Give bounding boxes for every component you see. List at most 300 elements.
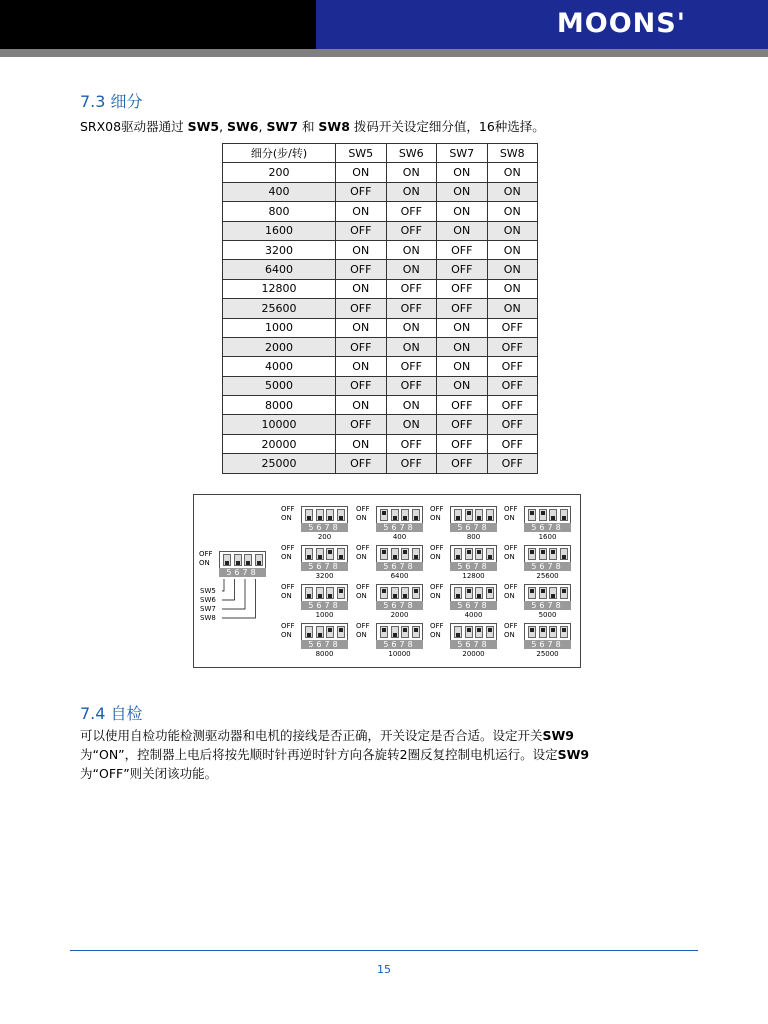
off-label: OFF (356, 544, 370, 552)
footer-rule (70, 950, 698, 951)
table-cell: OFF (487, 454, 538, 473)
switch-knob (530, 628, 534, 632)
table-cell: OFF (386, 299, 437, 318)
switch-knob (467, 550, 471, 554)
table-cell: 3200 (223, 240, 336, 259)
table-cell: OFF (386, 454, 437, 473)
switch-knob (328, 550, 332, 554)
self-test-line3: 为“OFF”则关闭该功能。 (80, 766, 218, 781)
switch-numbers: 5678 (376, 640, 423, 649)
switch-lever (337, 548, 345, 560)
switch-knob (393, 594, 397, 598)
table-cell: OFF (437, 299, 488, 318)
table-cell: ON (437, 337, 488, 356)
table-cell: ON (386, 396, 437, 415)
table-body (223, 163, 538, 473)
dip-switch (430, 622, 490, 663)
off-label: OFF (356, 622, 370, 630)
dip-switch (356, 544, 416, 585)
switch-lever (549, 587, 557, 599)
off-label: OFF (281, 583, 295, 591)
switch-knob (382, 511, 386, 515)
table-cell: ON (386, 260, 437, 279)
off-label: OFF (356, 583, 370, 591)
switch-knob (382, 589, 386, 593)
table-cell: 10000 (223, 415, 336, 434)
on-label: ON (430, 514, 441, 522)
table-cell: ON (437, 221, 488, 240)
dip-switch (356, 583, 416, 624)
table-cell: OFF (336, 182, 387, 201)
table-row (223, 260, 538, 279)
header-black-bar (0, 0, 316, 49)
table-cell: 1600 (223, 221, 336, 240)
legend-label: SW8 (200, 614, 216, 622)
switch-caption: 4000 (464, 611, 483, 619)
on-label: ON (504, 631, 515, 639)
switch-caption: 6400 (390, 572, 409, 580)
switch-numbers: 5678 (301, 640, 348, 649)
switch-lever (412, 509, 420, 521)
switch-lever (412, 626, 420, 638)
switch-caption: 1600 (538, 533, 557, 541)
switch-lever (454, 626, 462, 638)
switch-numbers: 5678 (301, 523, 348, 532)
table-cell: OFF (386, 434, 437, 453)
switch-knob (307, 555, 311, 559)
dip-switch (281, 622, 341, 663)
switch-lever (486, 626, 494, 638)
switch-lever (539, 587, 547, 599)
table-cell: OFF (487, 434, 538, 453)
on-label: ON (504, 592, 515, 600)
table-row (223, 279, 538, 298)
switch-knob (318, 633, 322, 637)
dip-switch (430, 544, 490, 585)
switch-body (301, 584, 348, 602)
on-label: ON (281, 514, 292, 522)
table-cell: ON (336, 318, 387, 337)
table-header-cell: SW5 (336, 144, 387, 163)
switch-caption: 5000 (538, 611, 557, 619)
switch-lever (539, 548, 547, 560)
off-label: OFF (199, 550, 213, 558)
switch-lever (486, 509, 494, 521)
switch-numbers: 5678 (524, 523, 571, 532)
switch-knob (307, 633, 311, 637)
table-cell: OFF (487, 415, 538, 434)
switch-caption: 3200 (315, 572, 334, 580)
sw5-label: SW5 (187, 119, 220, 134)
switch-numbers: 5678 (376, 601, 423, 610)
table-row (223, 221, 538, 240)
table-row (223, 202, 538, 221)
on-label: ON (281, 592, 292, 600)
table-cell: OFF (386, 376, 437, 395)
off-label: OFF (430, 505, 444, 513)
sw6-label: SW6 (227, 119, 259, 134)
table-header-row (223, 144, 538, 163)
switch-knob (318, 594, 322, 598)
switch-knob (541, 511, 545, 515)
table-cell: ON (437, 376, 488, 395)
switch-lever (391, 509, 399, 521)
switch-lever (391, 626, 399, 638)
on-label: ON (504, 514, 515, 522)
table-cell: 4000 (223, 357, 336, 376)
table-cell: ON (487, 240, 538, 259)
table-cell: OFF (336, 376, 387, 395)
table-row (223, 396, 538, 415)
switch-knob (551, 594, 555, 598)
table-row (223, 240, 538, 259)
switch-knob (562, 516, 566, 520)
switch-lever (475, 626, 483, 638)
on-label: ON (356, 553, 367, 561)
table-cell: ON (437, 357, 488, 376)
switch-knob (488, 589, 492, 593)
table-cell: OFF (336, 415, 387, 434)
self-test-line1: 可以使用自检功能检测驱动器和电机的接线是否正确，开关设定是否合适。设定开关 (80, 728, 543, 743)
table-cell: 20000 (223, 434, 336, 453)
switch-knob (488, 628, 492, 632)
switch-caption: 800 (466, 533, 481, 541)
self-test-line2: 为“ON”，控制器上电后将按先顺时针再逆时针方向各旋转2圈反复控制电机运行。设定 (80, 747, 558, 762)
switch-knob (562, 589, 566, 593)
switch-numbers: 5678 (219, 568, 266, 577)
table-cell: ON (336, 396, 387, 415)
table-cell: ON (487, 279, 538, 298)
switch-body (376, 623, 423, 641)
switch-caption: 10000 (388, 650, 411, 658)
switch-knob (318, 516, 322, 520)
switch-lever (337, 626, 345, 638)
switch-numbers: 5678 (450, 640, 497, 649)
switch-lever (465, 509, 473, 521)
switch-lever (560, 626, 568, 638)
switch-lever (305, 587, 313, 599)
table-cell: ON (386, 318, 437, 337)
switch-knob (328, 628, 332, 632)
switch-numbers: 5678 (450, 562, 497, 571)
switch-knob (339, 555, 343, 559)
table-cell: OFF (386, 202, 437, 221)
table-cell: 2000 (223, 337, 336, 356)
table-cell: 6400 (223, 260, 336, 279)
switch-lever (305, 626, 313, 638)
off-label: OFF (504, 583, 518, 591)
table-cell: OFF (487, 337, 538, 356)
dip-switch (504, 622, 564, 663)
switch-numbers: 5678 (376, 523, 423, 532)
table-cell: OFF (336, 337, 387, 356)
on-label: ON (356, 592, 367, 600)
table-row (223, 415, 538, 434)
table-cell: ON (386, 163, 437, 182)
off-label: OFF (281, 622, 295, 630)
table-row (223, 182, 538, 201)
switch-body (450, 623, 497, 641)
switch-body (450, 506, 497, 524)
switch-lever (454, 509, 462, 521)
switch-lever (401, 509, 409, 521)
switch-lever (560, 509, 568, 521)
switch-caption: 12800 (462, 572, 485, 580)
table-cell: OFF (437, 260, 488, 279)
switch-lever (380, 587, 388, 599)
switch-lever (412, 548, 420, 560)
switch-body (450, 545, 497, 563)
switch-knob (456, 633, 460, 637)
legend-label: SW6 (200, 596, 216, 604)
switch-knob (562, 555, 566, 559)
table-cell: ON (487, 221, 538, 240)
table-cell: 1000 (223, 318, 336, 337)
switch-knob (393, 516, 397, 520)
table-cell: OFF (437, 279, 488, 298)
switch-caption: 2000 (390, 611, 409, 619)
switch-caption: 400 (392, 533, 407, 541)
section-7-4-body (80, 726, 690, 783)
table-cell: OFF (336, 454, 387, 473)
switch-knob (541, 589, 545, 593)
table-cell: ON (386, 415, 437, 434)
switch-numbers: 5678 (524, 601, 571, 610)
switch-lever (401, 587, 409, 599)
dip-switch (356, 505, 416, 546)
on-label: ON (199, 559, 210, 567)
intro-text-end: 拨码开关设定细分值，16种选择。 (349, 119, 545, 134)
switch-knob (414, 516, 418, 520)
section-7-3-title: 7.3 细分 (80, 92, 143, 111)
switch-knob (307, 516, 311, 520)
on-label: ON (281, 553, 292, 561)
switch-lever (326, 548, 334, 560)
dip-switch (504, 505, 564, 546)
switch-knob (414, 555, 418, 559)
switch-lever (465, 548, 473, 560)
switch-lever (337, 509, 345, 521)
page-number: 15 (377, 963, 391, 976)
table-header-cell: SW8 (487, 144, 538, 163)
dip-switch (281, 505, 341, 546)
table-cell: ON (336, 163, 387, 182)
legend-label: SW7 (200, 605, 216, 613)
switch-caption: 8000 (315, 650, 334, 658)
table-cell: OFF (437, 415, 488, 434)
table-cell: ON (336, 240, 387, 259)
switch-lever (465, 587, 473, 599)
off-label: OFF (356, 505, 370, 513)
table-row (223, 299, 538, 318)
switch-lever (539, 509, 547, 521)
switch-knob (477, 550, 481, 554)
switch-knob (339, 516, 343, 520)
switch-body (301, 545, 348, 563)
table-cell: OFF (386, 357, 437, 376)
switch-knob (456, 594, 460, 598)
switch-lever (528, 509, 536, 521)
switch-knob (328, 516, 332, 520)
switch-lever (528, 548, 536, 560)
switch-lever (528, 626, 536, 638)
switch-numbers: 5678 (376, 562, 423, 571)
switch-knob (318, 555, 322, 559)
microstep-table (222, 143, 538, 474)
switch-knob (393, 633, 397, 637)
table-cell: 25000 (223, 454, 336, 473)
switch-knob (477, 594, 481, 598)
table-cell: ON (437, 182, 488, 201)
table-row (223, 357, 538, 376)
switch-lever (475, 548, 483, 560)
switch-knob (414, 589, 418, 593)
table-cell: ON (336, 357, 387, 376)
dip-switch-diagram (193, 494, 581, 668)
table-cell: OFF (437, 396, 488, 415)
off-label: OFF (504, 505, 518, 513)
switch-lever (316, 548, 324, 560)
switch-knob (488, 555, 492, 559)
and-text: 和 (297, 119, 319, 134)
table-cell: ON (336, 434, 387, 453)
table-cell: OFF (336, 299, 387, 318)
table-cell: ON (437, 318, 488, 337)
switch-body (376, 506, 423, 524)
table-row (223, 434, 538, 453)
header-blue-bar (316, 0, 768, 49)
switch-lever (305, 509, 313, 521)
table-cell: OFF (386, 279, 437, 298)
switch-lever (486, 548, 494, 560)
header-gray-stripe (0, 49, 768, 57)
on-label: ON (504, 553, 515, 561)
switch-knob (551, 516, 555, 520)
table-cell: ON (487, 202, 538, 221)
switch-lever (454, 587, 462, 599)
dip-switch (430, 583, 490, 624)
switch-knob (551, 628, 555, 632)
switch-knob (467, 589, 471, 593)
switch-knob (467, 511, 471, 515)
switch-knob (339, 628, 343, 632)
switch-knob (477, 628, 481, 632)
switch-knob (414, 628, 418, 632)
dip-switch (504, 544, 564, 585)
table-cell: OFF (437, 240, 488, 259)
sw9-label: SW9 (557, 747, 590, 762)
switch-knob (456, 555, 460, 559)
switch-knob (393, 555, 397, 559)
switch-caption: 20000 (462, 650, 485, 658)
switch-lever (412, 587, 420, 599)
switch-lever (316, 587, 324, 599)
switch-lever (475, 509, 483, 521)
switch-caption: 25600 (536, 572, 559, 580)
switch-knob (530, 550, 534, 554)
switch-lever (549, 509, 557, 521)
switch-lever (380, 509, 388, 521)
on-label: ON (281, 631, 292, 639)
table-row (223, 318, 538, 337)
switch-lever (391, 587, 399, 599)
switch-knob (403, 594, 407, 598)
switch-body (301, 506, 348, 524)
off-label: OFF (504, 544, 518, 552)
switch-lever (316, 626, 324, 638)
table-header-cell: SW7 (437, 144, 488, 163)
switch-lever (465, 626, 473, 638)
leader-line (222, 579, 224, 591)
table-cell: ON (386, 240, 437, 259)
switch-knob (403, 628, 407, 632)
switch-body (376, 545, 423, 563)
off-label: OFF (430, 583, 444, 591)
switch-caption: 1000 (315, 611, 334, 619)
switch-lever (401, 548, 409, 560)
table-header-cell: SW6 (386, 144, 437, 163)
on-label: ON (430, 553, 441, 561)
legend-label: SW5 (200, 587, 216, 595)
table-header-cell: 细分(步/转) (223, 144, 336, 163)
leader-line (222, 579, 245, 609)
switch-knob (477, 516, 481, 520)
off-label: OFF (430, 622, 444, 630)
table-cell: 8000 (223, 396, 336, 415)
table-cell: ON (487, 163, 538, 182)
off-label: OFF (281, 505, 295, 513)
switch-body (524, 623, 571, 641)
switch-lever (380, 626, 388, 638)
switch-knob (307, 594, 311, 598)
table-cell: ON (386, 337, 437, 356)
switch-body (301, 623, 348, 641)
switch-lever (326, 587, 334, 599)
table-row (223, 337, 538, 356)
switch-numbers: 5678 (524, 640, 571, 649)
table-cell: ON (386, 182, 437, 201)
section-7-3-intro (80, 117, 690, 136)
switch-knob (456, 516, 460, 520)
dip-switch (504, 583, 564, 624)
table-cell: ON (437, 163, 488, 182)
switch-body (376, 584, 423, 602)
intro-text: SRX08驱动器通过 (80, 119, 188, 134)
table-cell: OFF (437, 434, 488, 453)
table-cell: OFF (437, 454, 488, 473)
switch-lever (380, 548, 388, 560)
switch-lever (326, 626, 334, 638)
switch-knob (382, 628, 386, 632)
table-cell: 200 (223, 163, 336, 182)
moons-logo: MOONS' (556, 8, 686, 39)
table-cell: ON (487, 299, 538, 318)
switch-knob (403, 550, 407, 554)
switch-lever (549, 626, 557, 638)
switch-caption: 25000 (536, 650, 559, 658)
switch-body (524, 545, 571, 563)
switch-lever (528, 587, 536, 599)
switch-numbers: 5678 (524, 562, 571, 571)
switch-lever (305, 548, 313, 560)
section-7-4-title: 7.4 自检 (80, 704, 143, 723)
switch-knob (467, 628, 471, 632)
table-cell: OFF (487, 396, 538, 415)
switch-knob (403, 516, 407, 520)
switch-body (524, 506, 571, 524)
table-cell: OFF (487, 318, 538, 337)
on-label: ON (356, 631, 367, 639)
